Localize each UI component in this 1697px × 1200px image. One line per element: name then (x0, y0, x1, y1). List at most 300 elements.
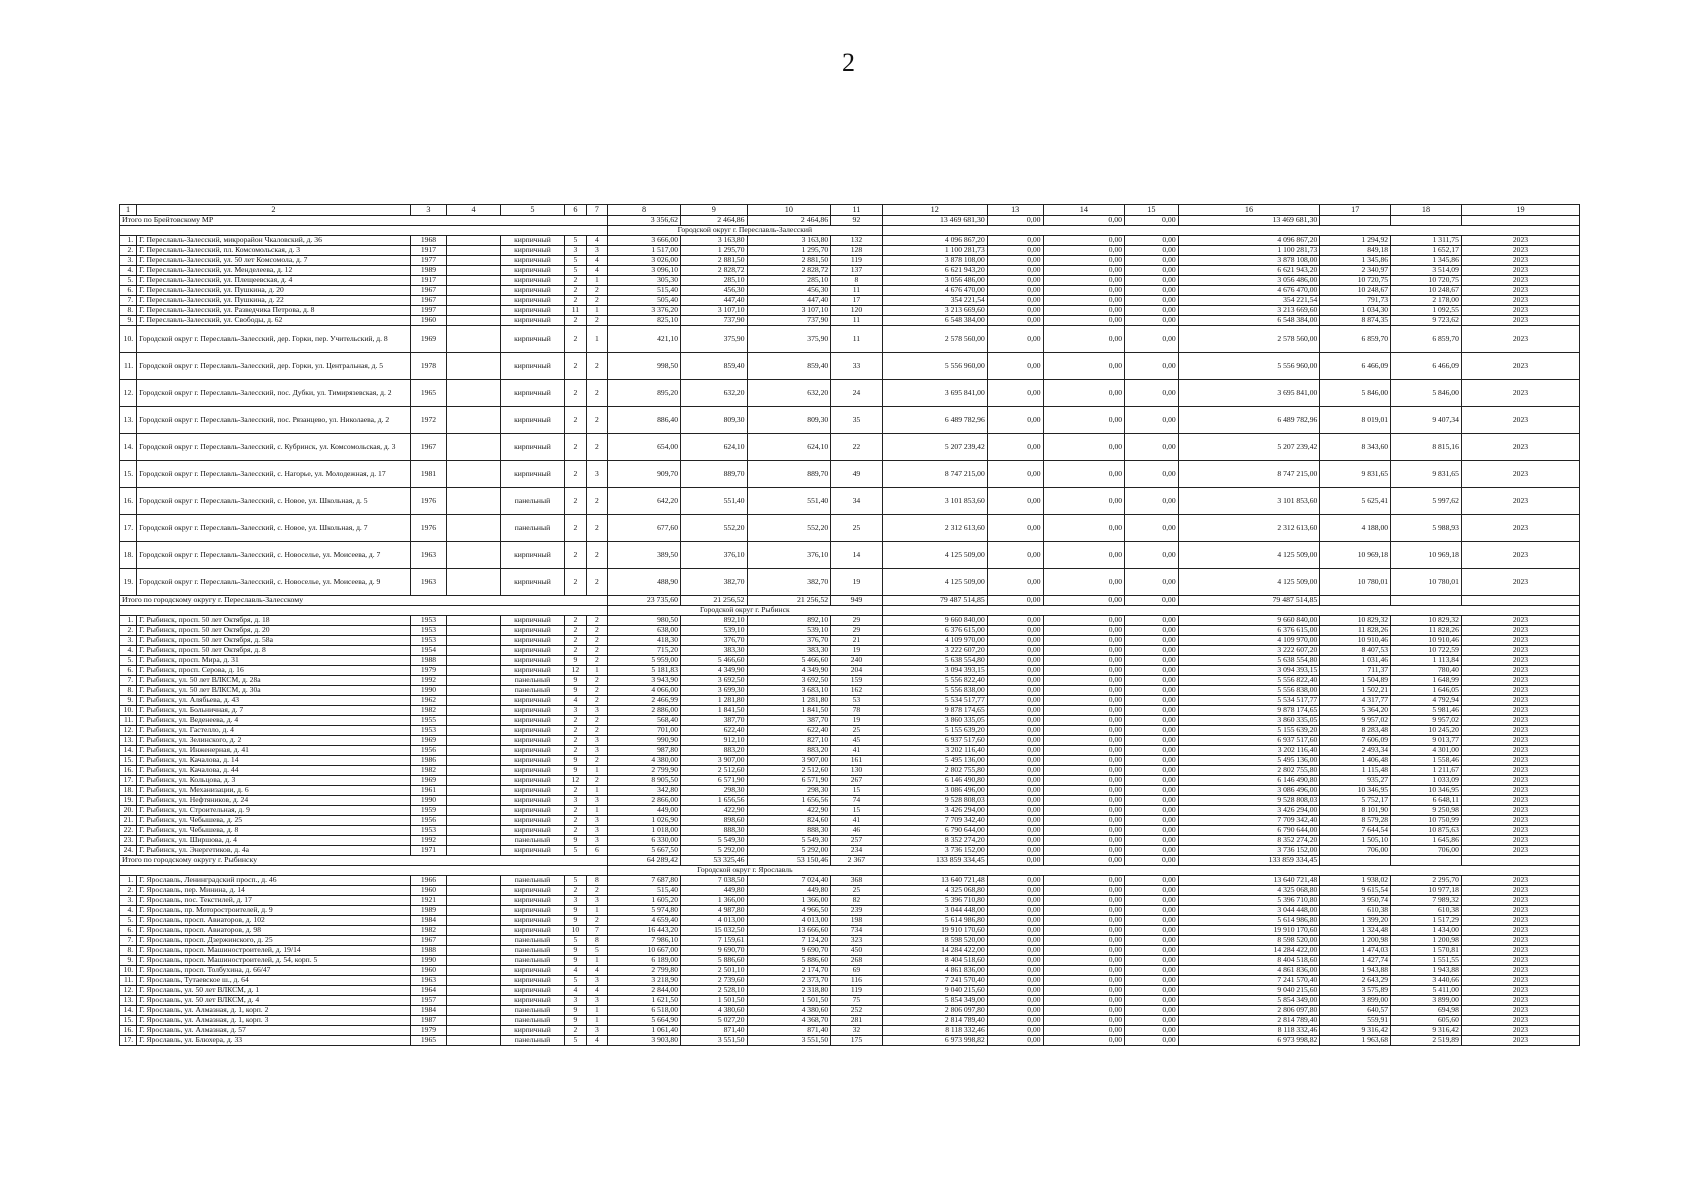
row-number: 7. (120, 936, 137, 946)
floors-cell: 5 (565, 846, 586, 856)
address-cell: Г. Рыбинск, просп. 50 лет Октября, д. 20 (137, 626, 411, 636)
floors-cell: 5 (565, 1036, 586, 1046)
max-cost-cell: 1 200,98 (1391, 936, 1462, 946)
value-cell: 128 (831, 246, 882, 256)
completion-year-cell: 2023 (1461, 626, 1579, 636)
year-cell: 1978 (410, 353, 446, 380)
value-cell: 82 (831, 896, 882, 906)
wall-material-cell: кирпичный (500, 296, 564, 306)
value-cell: 22 (831, 434, 882, 461)
address-cell: Г. Переславль-Залесский, ул. Пушкина, д. 20 (137, 286, 411, 296)
floors-cell: 2 (565, 826, 586, 836)
address-cell: Г. Рыбинск, ул. Кольцова, д. 3 (137, 776, 411, 786)
entrances-cell: 1 (586, 666, 607, 676)
wall-material-cell: кирпичный (500, 256, 564, 266)
value-cell: 737,90 (747, 316, 831, 326)
value-cell: 0,00 (1043, 515, 1125, 542)
max-cost-cell: 610,38 (1391, 906, 1462, 916)
value-cell: 0,00 (1043, 786, 1125, 796)
empty-cell (447, 296, 501, 306)
empty-cell (447, 316, 501, 326)
row-number: 16. (120, 488, 137, 515)
row-number: 20. (120, 806, 137, 816)
value-cell: 16 443,20 (608, 926, 681, 936)
empty-cell (447, 569, 501, 596)
value-cell: 239 (831, 906, 882, 916)
max-cost-cell: 6 648,11 (1391, 796, 1462, 806)
value-cell: 9 528 808,03 (1178, 796, 1320, 806)
value-cell: 883,20 (747, 746, 831, 756)
value-cell: 8 352 274,20 (882, 836, 987, 846)
year-cell: 1990 (410, 686, 446, 696)
year-cell: 1964 (410, 986, 446, 996)
value-cell: 2 739,60 (681, 976, 748, 986)
value-cell: 0,00 (1043, 836, 1125, 846)
address-cell: Г. Переславль-Залесский, ул. Разведчика Петрова, д. 8 (137, 306, 411, 316)
table-row (120, 996, 1580, 1006)
value-cell: 6 189,00 (608, 956, 681, 966)
year-cell: 1960 (410, 966, 446, 976)
value-cell: 0,00 (1043, 846, 1125, 856)
value-cell: 809,30 (747, 407, 831, 434)
floors-cell: 2 (565, 434, 586, 461)
address-cell: Г. Рыбинск, ул. Зелинского, д. 2 (137, 736, 411, 746)
max-cost-cell: 10 720,75 (1391, 276, 1462, 286)
completion-year-cell: 2023 (1461, 636, 1579, 646)
address-cell: Г. Ярославль, просп. Дзержинского, д. 25 (137, 936, 411, 946)
value-cell: 3 163,80 (747, 236, 831, 246)
value-cell: 0,00 (1043, 286, 1125, 296)
entrances-cell: 4 (586, 256, 607, 266)
empty-cell (447, 736, 501, 746)
value-cell: 5 886,60 (681, 956, 748, 966)
value-cell: 41 (831, 816, 882, 826)
value-cell: 0,00 (1125, 246, 1179, 256)
address-cell: Г. Ярославль, ул. Алмазная, д. 57 (137, 1026, 411, 1036)
value-cell: 5 534 517,77 (1178, 696, 1320, 706)
value-cell: 382,70 (681, 569, 748, 596)
value-cell: 0,00 (987, 616, 1043, 626)
empty-cell (1320, 596, 1391, 606)
value-cell: 3 376,20 (608, 306, 681, 316)
wall-material-cell: кирпичный (500, 434, 564, 461)
table-row (120, 515, 1580, 542)
value-cell: 0,00 (1043, 353, 1125, 380)
value-cell: 0,00 (1043, 946, 1125, 956)
floors-cell: 2 (565, 488, 586, 515)
entrances-cell: 7 (586, 926, 607, 936)
value-cell: 4 380,60 (681, 1006, 748, 1016)
year-cell: 1976 (410, 488, 446, 515)
value-cell: 7 241 570,40 (882, 976, 987, 986)
row-number: 13. (120, 407, 137, 434)
value-cell: 539,10 (681, 626, 748, 636)
max-cost-cell: 5 981,46 (1391, 706, 1462, 716)
value-cell: 0,00 (1125, 906, 1179, 916)
max-cost-cell: 1 652,17 (1391, 246, 1462, 256)
cost-per-sqm-cell: 8 283,48 (1320, 726, 1391, 736)
year-cell: 1977 (410, 256, 446, 266)
value-cell: 2 844,00 (608, 986, 681, 996)
value-cell: 2 512,60 (747, 766, 831, 776)
table-row (120, 976, 1580, 986)
row-number: 13. (120, 736, 137, 746)
year-cell: 1967 (410, 936, 446, 946)
value-cell: 75 (831, 996, 882, 1006)
address-cell: Г. Рыбинск, ул. 50 лет ВЛКСМ, д. 30а (137, 686, 411, 696)
value-cell: 8 118 332,46 (1178, 1026, 1320, 1036)
table-row (120, 626, 1580, 636)
subtotal-value: 13 469 681,30 (882, 216, 987, 226)
subtotal-label: Итого по Брейтовскому МР (120, 216, 608, 226)
column-number-cell: 14 (1043, 205, 1125, 216)
max-cost-cell: 8 815,16 (1391, 434, 1462, 461)
address-cell: Г. Ярославль, просп. Авиаторов, д. 102 (137, 916, 411, 926)
entrances-cell: 3 (586, 836, 607, 846)
address-cell: Г. Рыбинск, ул. Чебышева, д. 25 (137, 816, 411, 826)
value-cell: 0,00 (1043, 976, 1125, 986)
value-cell: 1 366,00 (747, 896, 831, 906)
empty-cell (447, 434, 501, 461)
value-cell: 2 828,72 (681, 266, 748, 276)
value-cell: 3 860 335,05 (882, 716, 987, 726)
wall-material-cell: кирпичный (500, 996, 564, 1006)
address-cell: Г. Рыбинск, просп. 50 лет Октября, д. 58а (137, 636, 411, 646)
cost-per-sqm-cell: 1 963,68 (1320, 1036, 1391, 1046)
cost-per-sqm-cell: 640,57 (1320, 1006, 1391, 1016)
entrances-cell: 6 (586, 846, 607, 856)
row-number: 8. (120, 306, 137, 316)
wall-material-cell: кирпичный (500, 407, 564, 434)
completion-year-cell: 2023 (1461, 986, 1579, 996)
floors-cell: 9 (565, 836, 586, 846)
value-cell: 0,00 (987, 1036, 1043, 1046)
value-cell: 11 (831, 316, 882, 326)
value-cell: 0,00 (987, 846, 1043, 856)
table-row (120, 1006, 1580, 1016)
value-cell: 5 396 710,80 (882, 896, 987, 906)
value-cell: 0,00 (1043, 569, 1125, 596)
address-cell: Г. Рыбинск, ул. Энергетиков, д. 4а (137, 846, 411, 856)
value-cell: 0,00 (987, 876, 1043, 886)
value-cell: 6 376 615,00 (1178, 626, 1320, 636)
address-cell: Г. Рыбинск, ул. Строительная, д. 9 (137, 806, 411, 816)
value-cell: 5 638 554,80 (882, 656, 987, 666)
value-cell: 0,00 (1125, 886, 1179, 896)
value-cell: 3 692,50 (681, 676, 748, 686)
value-cell: 25 (831, 726, 882, 736)
table-row (120, 656, 1580, 666)
value-cell: 6 489 782,96 (1178, 407, 1320, 434)
max-cost-cell: 706,00 (1391, 846, 1462, 856)
value-cell: 827,10 (747, 736, 831, 746)
cost-per-sqm-cell: 6 466,09 (1320, 353, 1391, 380)
value-cell: 0,00 (1125, 407, 1179, 434)
value-cell: 5 664,90 (608, 1016, 681, 1026)
value-cell: 7 124,20 (747, 936, 831, 946)
wall-material-cell: кирпичный (500, 896, 564, 906)
address-cell: Г. Переславль-Залесский, пл. Комсомольская, д. 3 (137, 246, 411, 256)
max-cost-cell: 3 899,00 (1391, 996, 1462, 1006)
value-cell: 3 056 486,00 (1178, 276, 1320, 286)
value-cell: 889,70 (681, 461, 748, 488)
cost-per-sqm-cell: 8 874,35 (1320, 316, 1391, 326)
value-cell: 5 556 822,40 (1178, 676, 1320, 686)
value-cell: 354 221,54 (1178, 296, 1320, 306)
value-cell: 0,00 (987, 626, 1043, 636)
value-cell: 5 181,83 (608, 666, 681, 676)
value-cell: 3 878 108,00 (1178, 256, 1320, 266)
value-cell: 0,00 (1125, 766, 1179, 776)
cost-per-sqm-cell: 10 969,18 (1320, 542, 1391, 569)
max-cost-cell: 694,98 (1391, 1006, 1462, 1016)
value-cell: 5 466,60 (747, 656, 831, 666)
cost-per-sqm-cell: 10 829,32 (1320, 616, 1391, 626)
table-row (120, 380, 1580, 407)
empty-cell (1391, 216, 1462, 226)
floors-cell: 2 (565, 746, 586, 756)
value-cell: 14 (831, 542, 882, 569)
value-cell: 0,00 (987, 326, 1043, 353)
row-number: 10. (120, 966, 137, 976)
year-cell: 1953 (410, 616, 446, 626)
value-cell: 2 802 755,80 (1178, 766, 1320, 776)
year-cell: 1960 (410, 316, 446, 326)
value-cell: 2 802 755,80 (882, 766, 987, 776)
empty-cell (882, 866, 1579, 876)
value-cell: 0,00 (1125, 515, 1179, 542)
value-cell: 1 026,90 (608, 816, 681, 826)
value-cell: 642,20 (608, 488, 681, 515)
value-cell: 8 598 520,00 (1178, 936, 1320, 946)
value-cell: 0,00 (1125, 756, 1179, 766)
address-cell: Г. Рыбинск, просп. 50 лет Октября, д. 18 (137, 616, 411, 626)
cost-per-sqm-cell: 5 752,17 (1320, 796, 1391, 806)
year-cell: 1969 (410, 736, 446, 746)
entrances-cell: 2 (586, 286, 607, 296)
value-cell: 0,00 (1043, 1006, 1125, 1016)
entrances-cell: 2 (586, 716, 607, 726)
floors-cell: 2 (565, 646, 586, 656)
cost-per-sqm-cell: 8 101,90 (1320, 806, 1391, 816)
value-cell: 622,40 (681, 726, 748, 736)
value-cell: 898,60 (681, 816, 748, 826)
empty-cell (447, 836, 501, 846)
max-cost-cell: 5 997,62 (1391, 488, 1462, 515)
value-cell: 4 861 836,00 (882, 966, 987, 976)
empty-cell (447, 746, 501, 756)
column-number-row (120, 205, 1580, 216)
floors-cell: 2 (565, 806, 586, 816)
subtotal-value: 0,00 (1125, 856, 1179, 866)
completion-year-cell: 2023 (1461, 666, 1579, 676)
subtotal-value: 23 735,60 (608, 596, 681, 606)
value-cell: 0,00 (1043, 966, 1125, 976)
table-row (120, 716, 1580, 726)
value-cell: 0,00 (1043, 616, 1125, 626)
empty-cell (447, 306, 501, 316)
value-cell: 1 366,00 (681, 896, 748, 906)
table-row (120, 616, 1580, 626)
value-cell: 32 (831, 1026, 882, 1036)
address-cell: Городской округ г. Переславль-Залесский, пос. Рязанцево, ул. Николаева, д. 2 (137, 407, 411, 434)
value-cell: 0,00 (1043, 407, 1125, 434)
value-cell: 2 799,90 (608, 766, 681, 776)
entrances-cell: 3 (586, 826, 607, 836)
entrances-cell: 1 (586, 1016, 607, 1026)
value-cell: 7 241 570,40 (1178, 976, 1320, 986)
floors-cell: 2 (565, 726, 586, 736)
empty-cell (447, 515, 501, 542)
value-cell: 14 284 422,00 (882, 946, 987, 956)
value-cell: 0,00 (1043, 926, 1125, 936)
value-cell: 552,20 (747, 515, 831, 542)
value-cell: 0,00 (1125, 696, 1179, 706)
address-cell: Городской округ г. Переславль-Залесский, дер. Горки, пер. Учительский, д. 8 (137, 326, 411, 353)
empty-cell (447, 716, 501, 726)
value-cell: 9 660 840,00 (1178, 616, 1320, 626)
value-cell: 4 368,70 (747, 1016, 831, 1026)
row-number: 10. (120, 706, 137, 716)
year-cell: 1984 (410, 1006, 446, 1016)
year-cell: 1961 (410, 786, 446, 796)
wall-material-cell: панельный (500, 936, 564, 946)
completion-year-cell: 2023 (1461, 726, 1579, 736)
value-cell: 9 690,70 (747, 946, 831, 956)
value-cell: 2 881,50 (681, 256, 748, 266)
value-cell: 252 (831, 1006, 882, 1016)
completion-year-cell: 2023 (1461, 686, 1579, 696)
value-cell: 8 118 332,46 (882, 1026, 987, 1036)
table-row (120, 696, 1580, 706)
cost-per-sqm-cell: 1 345,86 (1320, 256, 1391, 266)
year-cell: 1965 (410, 1036, 446, 1046)
value-cell: 4 096 867,20 (882, 236, 987, 246)
max-cost-cell: 7 989,32 (1391, 896, 1462, 906)
value-cell: 4 109 970,00 (1178, 636, 1320, 646)
value-cell: 2 578 560,00 (882, 326, 987, 353)
value-cell: 78 (831, 706, 882, 716)
value-cell: 632,20 (681, 380, 748, 407)
value-cell: 29 (831, 616, 882, 626)
value-cell: 0,00 (1043, 676, 1125, 686)
completion-year-cell: 2023 (1461, 676, 1579, 686)
floors-cell: 12 (565, 666, 586, 676)
housing-repair-table (119, 204, 1580, 1046)
subtotal-value: 0,00 (1043, 596, 1125, 606)
completion-year-cell: 2023 (1461, 806, 1579, 816)
value-cell: 654,00 (608, 434, 681, 461)
floors-cell: 2 (565, 542, 586, 569)
value-cell: 3 426 294,00 (1178, 806, 1320, 816)
value-cell: 421,10 (608, 326, 681, 353)
cost-per-sqm-cell: 1 294,92 (1320, 236, 1391, 246)
empty-cell (447, 786, 501, 796)
value-cell: 130 (831, 766, 882, 776)
address-cell: Г. Рыбинск, ул. Нефтяников, д. 24 (137, 796, 411, 806)
subtotal-row (120, 216, 1580, 226)
max-cost-cell: 3 514,09 (1391, 266, 1462, 276)
floors-cell: 5 (565, 266, 586, 276)
cost-per-sqm-cell: 1 115,48 (1320, 766, 1391, 776)
max-cost-cell: 10 969,18 (1391, 542, 1462, 569)
subtotal-row (120, 596, 1580, 606)
cost-per-sqm-cell: 1 504,89 (1320, 676, 1391, 686)
wall-material-cell: панельный (500, 676, 564, 686)
wall-material-cell: кирпичный (500, 816, 564, 826)
value-cell: 3 101 853,60 (882, 488, 987, 515)
value-cell: 2 312 613,60 (882, 515, 987, 542)
value-cell: 2 866,00 (608, 796, 681, 806)
cost-per-sqm-cell: 1 200,98 (1320, 936, 1391, 946)
table-row (120, 726, 1580, 736)
entrances-cell: 1 (586, 306, 607, 316)
value-cell: 0,00 (1125, 286, 1179, 296)
value-cell: 305,30 (608, 276, 681, 286)
value-cell: 888,30 (747, 826, 831, 836)
entrances-cell: 2 (586, 434, 607, 461)
floors-cell: 3 (565, 796, 586, 806)
value-cell: 0,00 (1043, 746, 1125, 756)
value-cell: 0,00 (1125, 1016, 1179, 1026)
completion-year-cell: 2023 (1461, 736, 1579, 746)
value-cell: 0,00 (987, 786, 1043, 796)
wall-material-cell: кирпичный (500, 1026, 564, 1036)
empty-cell (447, 656, 501, 666)
value-cell: 3 094 393,15 (1178, 666, 1320, 676)
wall-material-cell: кирпичный (500, 726, 564, 736)
address-cell: Г. Ярославль, пос. Текстилей, д. 17 (137, 896, 411, 906)
address-cell: Городской округ г. Переславль-Залесский, с. Новое, ул. Школьная, д. 7 (137, 515, 411, 542)
empty-cell (447, 726, 501, 736)
empty-cell (882, 606, 1579, 616)
entrances-cell: 2 (586, 686, 607, 696)
value-cell: 677,60 (608, 515, 681, 542)
empty-cell (447, 826, 501, 836)
completion-year-cell: 2023 (1461, 716, 1579, 726)
value-cell: 5 614 986,80 (1178, 916, 1320, 926)
max-cost-cell: 1 558,46 (1391, 756, 1462, 766)
value-cell: 285,10 (681, 276, 748, 286)
subtotal-value: 79 487 514,85 (882, 596, 987, 606)
value-cell: 5 495 136,00 (1178, 756, 1320, 766)
value-cell: 0,00 (1125, 946, 1179, 956)
completion-year-cell: 2023 (1461, 836, 1579, 846)
table-row (120, 353, 1580, 380)
value-cell: 6 330,00 (608, 836, 681, 846)
address-cell: Г. Рыбинск, ул. Качалова, д. 44 (137, 766, 411, 776)
value-cell: 0,00 (987, 966, 1043, 976)
table-row (120, 786, 1580, 796)
address-cell: Г. Ярославль, ул. 50 лет ВЛКСМ, д. 1 (137, 986, 411, 996)
value-cell: 3 736 152,00 (882, 846, 987, 856)
year-cell: 1984 (410, 916, 446, 926)
value-cell: 422,90 (681, 806, 748, 816)
value-cell: 1 281,80 (681, 696, 748, 706)
empty-cell (447, 956, 501, 966)
value-cell: 3 426 294,00 (882, 806, 987, 816)
value-cell: 0,00 (1043, 236, 1125, 246)
row-number: 12. (120, 380, 137, 407)
value-cell: 204 (831, 666, 882, 676)
row-number: 22. (120, 826, 137, 836)
subtotal-value: 79 487 514,85 (1178, 596, 1320, 606)
value-cell: 29 (831, 626, 882, 636)
value-cell: 0,00 (1125, 796, 1179, 806)
wall-material-cell: кирпичный (500, 353, 564, 380)
row-number: 6. (120, 666, 137, 676)
value-cell: 5 959,00 (608, 656, 681, 666)
